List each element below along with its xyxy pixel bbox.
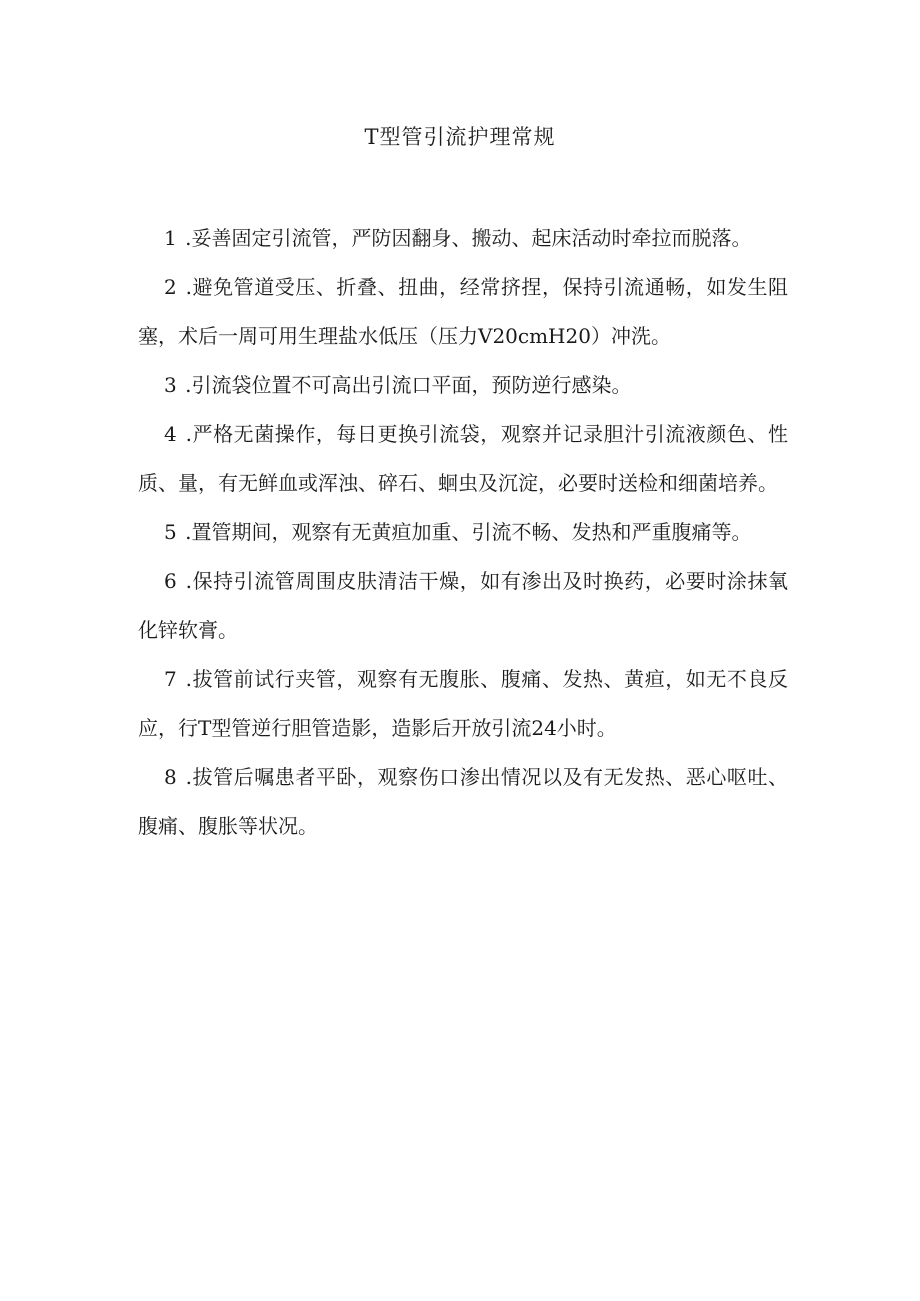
item-text: 妥善固定引流管，严防因翻身、搬动、起床活动时牵拉而脱落。 bbox=[191, 226, 752, 250]
item-list bbox=[138, 214, 788, 851]
item-number: 2 bbox=[164, 275, 179, 299]
item-text: 拔管前试行夹管，观察有无腹胀、腹痛、发热、黄疸，如无不良反应，行T型管逆行胆管造影，造影后开放引流24小时。 bbox=[138, 667, 789, 740]
document-title: T型管引流护理常规 bbox=[364, 125, 556, 149]
item-text: 避免管道受压、折叠、扭曲，经常挤捏，保持引流通畅，如发生阻塞，术后一周可用生理盐水低压（压力V20cmH20）冲洗。 bbox=[138, 275, 789, 348]
item-number: 7 bbox=[164, 667, 179, 691]
item-text: 拔管后嘱患者平卧，观察伤口渗出情况以及有无发热、恶心呕吐、腹痛、腹胀等状况。 bbox=[138, 765, 789, 838]
item-number: 6 bbox=[164, 569, 179, 593]
list-item: 4 .严格无菌操作，每日更换引流袋，观察并记录胆汁引流液颜色、性质、量，有无鲜血或浑浊、碎石、蛔虫及沉淀，必要时送检和细菌培养。 bbox=[138, 422, 789, 495]
list-item: 5 .置管期间，观察有无黄疸加重、引流不畅、发热和严重腹痛等。 bbox=[164, 520, 752, 544]
item-text: 保持引流管周围皮肤清洁干燥，如有渗出及时换药，必要时涂抹氧化锌软膏。 bbox=[138, 569, 789, 642]
item-number: 5 bbox=[164, 520, 179, 544]
item-text: 置管期间，观察有无黄疸加重、引流不畅、发热和严重腹痛等。 bbox=[191, 520, 752, 544]
list-item: 3 .引流袋位置不可高出引流口平面，预防逆行感染。 bbox=[164, 373, 632, 397]
item-number: 3 bbox=[164, 373, 179, 397]
item-text: 严格无菌操作，每日更换引流袋，观察并记录胆汁引流液颜色、性质、量，有无鲜血或浑浊、碎石、蛔虫及沉淀，必要时送检和细菌培养。 bbox=[138, 422, 789, 495]
item-number: 4 bbox=[164, 422, 179, 446]
item-number: 1 bbox=[164, 226, 179, 250]
list-item: 1 .妥善固定引流管，严防因翻身、搬动、起床活动时牵拉而脱落。 bbox=[164, 226, 752, 250]
list-item: 8 .拔管后嘱患者平卧，观察伤口渗出情况以及有无发热、恶心呕吐、腹痛、腹胀等状况。 bbox=[138, 765, 789, 838]
list-item: 7 .拔管前试行夹管，观察有无腹胀、腹痛、发热、黄疸，如无不良反应，行T型管逆行胆管造影，造影后开放引流24小时。 bbox=[138, 667, 789, 740]
item-number: 8 bbox=[164, 765, 179, 789]
list-item: 2 .避免管道受压、折叠、扭曲，经常挤捏，保持引流通畅，如发生阻塞，术后一周可用生理盐水低压（压力V20cmH20）冲洗。 bbox=[138, 275, 789, 348]
list-item: 6 .保持引流管周围皮肤清洁干燥，如有渗出及时换药，必要时涂抹氧化锌软膏。 bbox=[138, 569, 789, 642]
item-text: 引流袋位置不可高出引流口平面，预防逆行感染。 bbox=[191, 373, 632, 397]
